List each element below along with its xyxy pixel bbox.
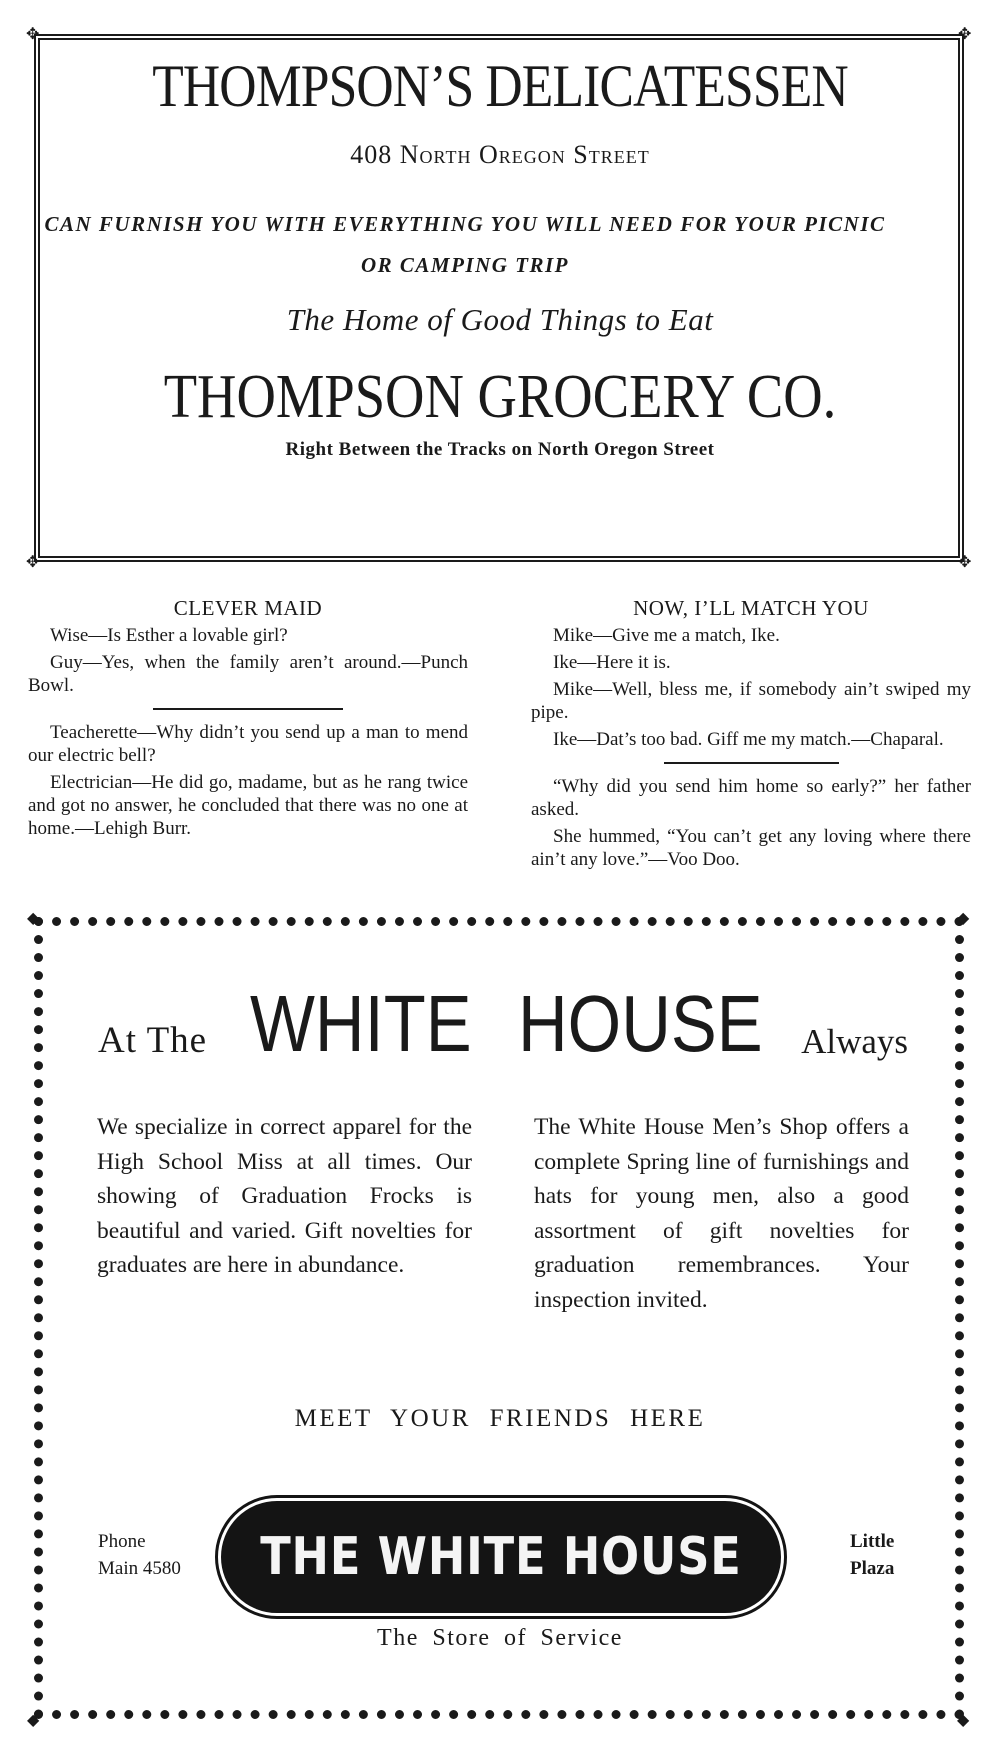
joke-line: Wise—Is Esther a lovable girl? bbox=[50, 625, 288, 646]
joke-line: Electrician—He did go, madame, but as he rang twice and got no answer, he concluded that there was no one at home.—Lehigh Burr. bbox=[28, 772, 468, 839]
joke-line: Teacherette—Why didn’t you send up a man to mend our electric bell? bbox=[28, 722, 468, 766]
joke-title: CLEVER MAID bbox=[173, 596, 323, 620]
border-corner-ornament: ◆ bbox=[957, 908, 970, 927]
shop-address: 408 North Oregon Street bbox=[350, 140, 650, 169]
mens-shop-text: The White House Men’s Shop offers a complete Spring line of furnishings and hats for young men, also a good assortment of gift novelties for graduation remembrances. Your inspection invited. bbox=[534, 1114, 909, 1313]
location-line: Right Between the Tracks on North Oregon Street bbox=[285, 439, 715, 460]
phone-label: Phone bbox=[98, 1531, 146, 1552]
womens-apparel-text: We specialize in correct apparel for the High School Miss at all times. Our showing of Graduation Frocks is beautiful and varied. Gift novelties for graduates are here in abundance. bbox=[97, 1114, 472, 1278]
joke-line: “Why did you send him home so early?” her father asked. bbox=[531, 776, 971, 820]
border-corner-ornament: ✥ bbox=[26, 552, 40, 571]
headline-house: HOUSE bbox=[518, 979, 763, 1068]
border-corner-ornament: ✥ bbox=[958, 552, 972, 571]
border-corner-ornament: ✥ bbox=[26, 24, 40, 43]
border-corner-ornament: ◆ bbox=[27, 1710, 40, 1729]
divider bbox=[153, 708, 343, 710]
joke-line: Guy—Yes, when the family aren’t around.—Punch Bowl. bbox=[28, 652, 468, 696]
joke-line: Ike—Dat’s too bad. Giff me my match.—Chaparal. bbox=[553, 729, 944, 750]
company-name: THOMPSON GROCERY CO. bbox=[163, 363, 837, 431]
border-corner-ornament: ◆ bbox=[27, 908, 40, 927]
phone-number: Main 4580 bbox=[98, 1558, 181, 1579]
headline-always: Always bbox=[801, 1022, 908, 1061]
joke-title: NOW, I’LL MATCH YOU bbox=[633, 596, 869, 620]
furnish-line: CAN FURNISH YOU WITH EVERYTHING YOU WILL NEED FOR YOUR PICNIC OR CAMPING TRIP bbox=[44, 212, 886, 277]
border-corner-ornament: ✥ bbox=[958, 24, 972, 43]
white-house-headline bbox=[98, 979, 908, 1070]
headline-at-the: At The bbox=[98, 1020, 208, 1061]
logo-text: THE WHITE HOUSE bbox=[260, 1527, 742, 1587]
divider bbox=[664, 762, 839, 764]
joke-line: She hummed, “You can’t get any loving where there ain’t any love.”—Voo Doo. bbox=[531, 826, 971, 870]
joke-line: Mike—Give me a match, Ike. bbox=[553, 625, 780, 646]
phone-info bbox=[98, 1528, 181, 1582]
meet-friends-line: MEET YOUR FRIENDS HERE bbox=[294, 1405, 706, 1432]
slogan: The Home of Good Things to Eat bbox=[286, 302, 714, 337]
plaza-location bbox=[850, 1528, 894, 1582]
jokes-left-column bbox=[28, 597, 468, 844]
white-house-logo bbox=[218, 1498, 784, 1616]
plaza-line: Little bbox=[850, 1531, 895, 1552]
jokes-right-column bbox=[531, 597, 971, 875]
store-tagline: The Store of Service bbox=[377, 1625, 623, 1651]
joke-line: Mike—Well, bless me, if somebody ain’t swiped my pipe. bbox=[531, 679, 971, 723]
border-corner-ornament: ◆ bbox=[957, 1710, 970, 1729]
shop-name: THOMPSON’S DELICATESSEN bbox=[152, 53, 848, 119]
joke-line: Ike—Here it is. bbox=[553, 652, 671, 673]
headline-white: WHITE bbox=[250, 979, 472, 1068]
plaza-line: Plaza bbox=[850, 1558, 895, 1579]
